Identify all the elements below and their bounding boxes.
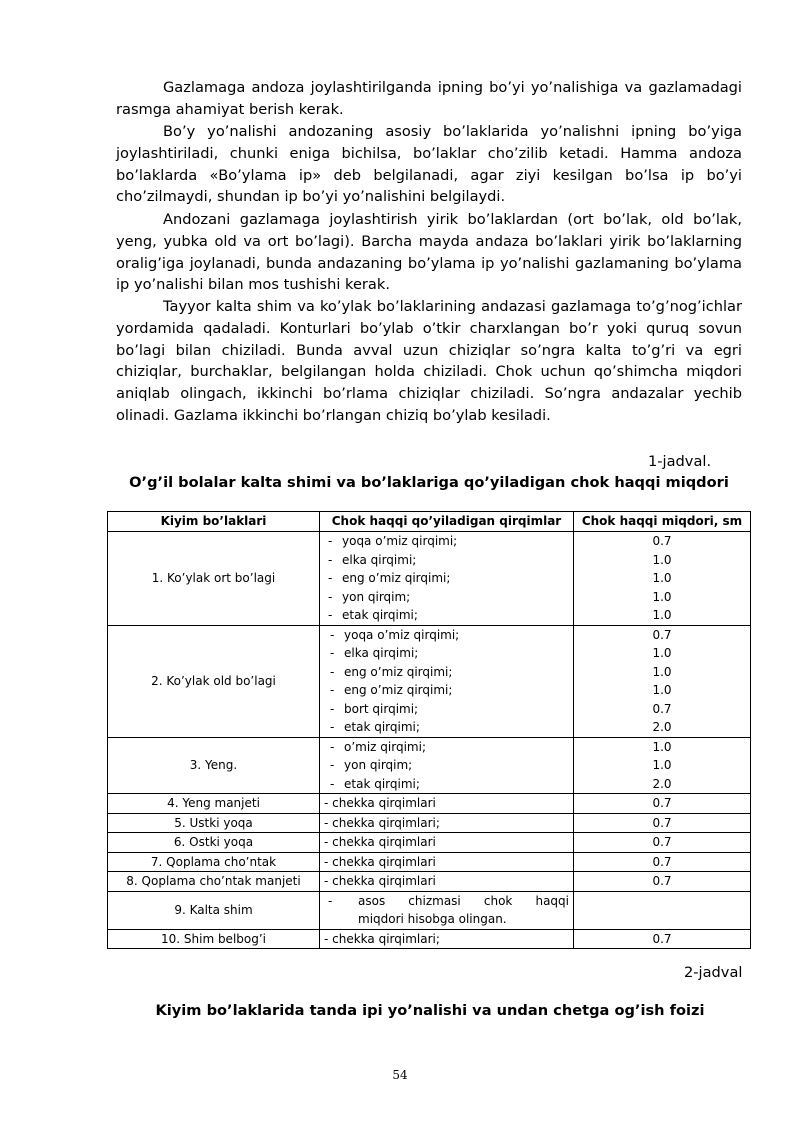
cut-item: yon qirqim; xyxy=(344,758,413,772)
value: 1.0 xyxy=(652,664,672,679)
value: 0.7 xyxy=(652,701,672,716)
cut-text-line1: asos chizmasi chok haqqi xyxy=(358,893,569,908)
value: 1.0 xyxy=(652,646,672,660)
row-value xyxy=(574,891,751,929)
cut-item: yoqa o’miz qirqimi; xyxy=(342,534,458,548)
row-name: 2. Ko’ylak old bo’lagi xyxy=(108,625,320,737)
row-value: 0.7 xyxy=(574,872,751,892)
value: 0.7 xyxy=(652,627,672,642)
paragraph-4: Tayyor kalta shim va ko’ylak bo’laklarining andazasi gazlamaga to’g’nog’ichlar yordamida qadaladi. Konturlari bo’ylab o’tkir charxlangan bo’r yoki quruq sovun bo’lagi bilan chiziladi. Bunda avval uzun chiziqlar so’ngra kalta to’g’ri va egri chiziqlar, burchaklar, belgilangan holda chiziladi. Chok uchun qo’shimcha miqdori aniqlab olingach, ikkinchi bo’rlama chiziqlar chiziladi. So’ngra andazalar yechib olinadi. Gazlama ikkinchi bo’rlangan chiziq bo’ylab kesiladi. xyxy=(116,298,742,424)
row-value: 0.7 xyxy=(574,929,751,949)
cut-item: elka qirqimi; xyxy=(344,646,419,660)
value: 0.7 xyxy=(652,534,672,548)
table-row xyxy=(108,625,751,737)
row-cut: - chekka qirqimlari; xyxy=(320,813,574,833)
value: 1.0 xyxy=(652,739,672,754)
cut-item: yoqa o’miz qirqimi; xyxy=(344,627,460,642)
row-value: 0.7 xyxy=(574,852,751,872)
row-name: 10. Shim belbog’i xyxy=(108,929,320,949)
chok-table xyxy=(107,511,751,949)
row-name: 7. Qoplama cho’ntak xyxy=(108,852,320,872)
row-value: 0.7 xyxy=(574,833,751,853)
table-row xyxy=(108,813,751,833)
row-cut: - chekka qirqimlari xyxy=(320,794,574,814)
cut-item: etak qirqimi; xyxy=(344,776,420,791)
row-cut: - asos chizmasi chok haqqi miqdori hisobga olingan. xyxy=(320,891,574,929)
header-cuts: Chok haqqi qo’yiladigan qirqimlar xyxy=(320,512,574,532)
row-cut: - chekka qirqimlari; xyxy=(320,929,574,949)
row-name: 9. Kalta shim xyxy=(108,891,320,929)
table-row xyxy=(108,891,751,929)
cut-item: etak qirqimi; xyxy=(342,608,418,622)
table-row xyxy=(108,794,751,814)
cut-item: bort qirqimi; xyxy=(344,701,419,716)
row-cut: - chekka qirqimlari xyxy=(320,872,574,892)
table-row xyxy=(108,872,751,892)
table2-label: 2-jadval xyxy=(684,964,743,981)
row-cuts: - o’miz qirqimi; - yon qirqim; - etak qirqimi; xyxy=(320,737,574,794)
page-number: 54 xyxy=(392,1068,408,1082)
header-parts: Kiyim bo’laklari xyxy=(108,512,320,532)
cut-item: yon qirqim; xyxy=(342,589,411,604)
value: 2.0 xyxy=(652,720,672,734)
row-values xyxy=(574,532,751,626)
cut-item: eng o’miz qirqimi; xyxy=(344,683,453,697)
row-name: 6. Ostki yoqa xyxy=(108,833,320,853)
table2-title: Kiyim bo’laklarida tanda ipi yo’nalishi va undan chetga og’ish foizi xyxy=(155,1002,705,1019)
cut-item: eng o’miz qirqimi; xyxy=(342,571,451,585)
row-value: 0.7 xyxy=(574,794,751,814)
value: 1.0 xyxy=(652,552,672,567)
table-header-row xyxy=(108,512,751,532)
row-name: 4. Yeng manjeti xyxy=(108,794,320,814)
cut-item: eng o’miz qirqimi; xyxy=(344,664,453,679)
cut-item: o’miz qirqimi; xyxy=(344,739,426,754)
paragraph-1: Gazlamaga andoza joylashtirilganda ipning bo’yi yo’nalishiga va gazlamadagi rasmga ahamiyat berish kerak. xyxy=(116,79,742,118)
row-values xyxy=(574,737,751,794)
row-name: 8. Qoplama cho’ntak manjeti xyxy=(108,872,320,892)
table1-title: O’g’il bolalar kalta shimi va bo’laklariga qo’yiladigan chok haqqi miqdori xyxy=(129,474,729,491)
paragraph-3: Andozani gazlamaga joylashtirish yirik bo’laklardan (ort bo’lak, old bo’lak, yeng, yubka old va ort bo’lagi). Barcha mayda andaza bo’laklari yirik bo’laklarning oralig’iga joylanadi, bunda andazaning bo’ylama ip yo’nalishi gazlamaning bo’ylama ip yo’nalishi bilan mos tushishi kerak. xyxy=(116,211,742,294)
value: 1.0 xyxy=(652,683,672,697)
table1-label: 1-jadval. xyxy=(648,453,712,470)
row-cuts: - yoqa o’miz qirqimi; - elka qirqimi; - eng o’miz qirqimi; - eng o’miz qirqimi; - bort qirqimi; - etak qirqimi; xyxy=(320,625,574,737)
cut-text-line2: miqdori hisobga olingan. xyxy=(358,912,507,926)
cut-item: etak qirqimi; xyxy=(344,720,420,734)
row-name: 3. Yeng. xyxy=(108,737,320,794)
header-amount: Chok haqqi miqdori, sm xyxy=(574,512,751,532)
value: 1.0 xyxy=(652,608,672,622)
table-row xyxy=(108,737,751,794)
row-name: 1. Ko’ylak ort bo’lagi xyxy=(108,532,320,626)
value: 1.0 xyxy=(652,589,672,604)
value: 2.0 xyxy=(652,776,672,791)
row-cut: - chekka qirqimlari xyxy=(320,833,574,853)
row-name: 5. Ustki yoqa xyxy=(108,813,320,833)
row-cut: - chekka qirqimlari xyxy=(320,852,574,872)
value: 1.0 xyxy=(652,571,672,585)
cut-item: elka qirqimi; xyxy=(342,552,417,567)
table-row xyxy=(108,833,751,853)
value: 1.0 xyxy=(652,758,672,772)
row-value: 0.7 xyxy=(574,813,751,833)
table-row xyxy=(108,852,751,872)
row-values xyxy=(574,625,751,737)
table-row xyxy=(108,929,751,949)
paragraph-2: Bo’y yo’nalishi andozaning asosiy bo’laklarida yo’nalishni ipning bo’yiga joylashtiriladi, chunki eniga bichilsa, bo’laklar cho’zilib ketadi. Hamma andoza bo’laklarda «Bo’ylama ip» deb belgilanadi, agar ziyi kesilgan bo’lsa ip bo’yi cho’zilmaydi, shundan ip bo’yi yo’nalishini belgilaydi. xyxy=(116,123,742,206)
row-cuts: - yoqa o’miz qirqimi; - elka qirqimi; - eng o’miz qirqimi; - yon qirqim; - etak qirqimi; xyxy=(320,532,574,626)
table-row xyxy=(108,532,751,626)
